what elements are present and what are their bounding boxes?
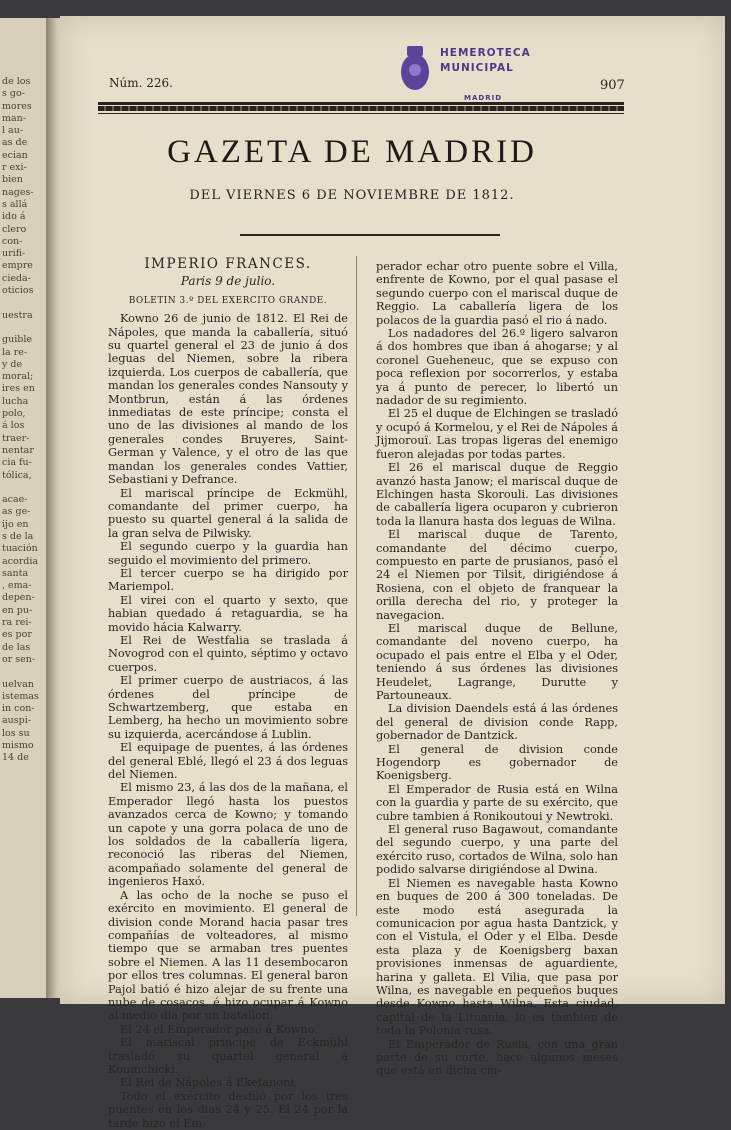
paragraph: El Emperador de Rusia está en Wilna con la guardia y parte de su exército, que cubre tambien á Ronikoutoui y Newtroki. xyxy=(376,782,618,823)
stamp-line-3: MADRID xyxy=(464,94,502,102)
facing-page xyxy=(0,18,52,998)
newspaper-page xyxy=(60,16,725,1130)
issue-date: DEL VIERNES 6 DE NOVIEMBRE DE 1812. xyxy=(189,188,515,203)
stamp-line-2: MUNICIPAL xyxy=(440,62,514,74)
paragraph: El 25 el duque de Elchingen se trasladó y ocupó á Kormelou, y el Rei de Nápoles á Jijmorouï. Las tropas ligeras del enemigo fueron alejadas por todas partes. xyxy=(376,407,618,461)
paragraph: El virei con el quarto y sexto, que habian quedado á retaguardia, se ha movido hácia Kalwarry. xyxy=(108,593,348,634)
newspaper-title: GAZETA DE MADRID xyxy=(167,134,537,170)
paragraph: Los nadadores del 26.º ligero salvaron á dos hombres que iban á ahogarse; y al coronel Gueheneuc, que se expuso con poca reflexion por socorrerlos, y estaba ya á punto de perecer, lo libertó un nadador de su regimiento. xyxy=(376,327,618,408)
paragraph: El segundo cuerpo y la guardia han seguido el movimiento del primero. xyxy=(108,540,348,567)
paragraph: La division Daendels está á las órdenes del general de division conde Rapp, gobernador de Dantzick. xyxy=(376,702,618,743)
paragraph: El equipage de puentes, á las órdenes del general Eblé, llegó el 23 á dos leguas del Niemen. xyxy=(108,741,348,782)
bulletin-heading: BOLETIN 3.º DEL EXERCITO GRANDE. xyxy=(128,295,328,306)
library-seal-icon xyxy=(397,42,433,94)
header-thin-rule xyxy=(98,113,624,114)
column-right-text xyxy=(376,260,618,1078)
issue-number: Núm. 226. xyxy=(109,76,173,90)
column-left-text xyxy=(108,312,348,1130)
paragraph: El Rei de Westfalia se traslada á Novogrod con el quinto, séptimo y octavo cuerpos. xyxy=(108,633,348,674)
paragraph: El mariscal príncipe de Eckmühl trasladó su quartel general á Koumchicki. xyxy=(108,1036,348,1076)
paragraph: perador echar otro puente sobre el Villa, enfrente de Kowno, por el qual pasase el segundo cuerpo con el mariscal duque de Reggio. La caballería ligera de los polacos de la guardia pasó el rio á nado. xyxy=(376,260,618,327)
paragraph: El Niemen es navegable hasta Kowno en buques de 200 á 300 toneladas. De este modo está asegurada la comunicacion por agua hasta Dantzick, y con el Vistula, el Oder y el Elba. Desde esta plaza y de Koenigsberg baxan provisiones inmensas de aguardiente, harina y galleta. El Vilia, que pasa por Wilna, es navegable en pequeños buques desde Kowno hasta Wilna. Esta ciudad, capital de la Lituania, lo es tambien de toda la Polonia rusa. xyxy=(376,876,618,1038)
paragraph: El Emperador de Rusia, con una gran parte de su corte, hace algunos meses que está en dicha ciu- xyxy=(376,1037,618,1078)
paragraph: El Rei de Nápoles á Eketanoni. xyxy=(120,1076,298,1090)
paragraph: El 26 el mariscal duque de Reggio avanzó hasta Janow; el mariscal duque de Elchingen hasta Skorouli. Las divisiones de caballería ligera ocuparon y cubrieron toda la llanura hasta dos leguas de Wilna. xyxy=(376,461,618,528)
date-rule xyxy=(240,234,500,236)
paragraph: A las ocho de la noche se puso el exército en movimiento. El general de division conde Morand hacia pasar tres compañías de volteadores, al mismo tiempo que se armaban tres puentes sobre el Niemen. A las 11 desembocaron por ellos tres columnas. El general baron Pajol batió é hizo alejar de su frente una nube de cosacos, é hizo ocupar á Kowno al medio dia por un batallon. xyxy=(108,888,348,1023)
paragraph: Todo el exército desfiló por los tres puentes en los dias 24 y 25. El 24 por la tarde hizo el Em- xyxy=(108,1089,348,1130)
column-divider xyxy=(356,256,357,916)
paragraph: El mismo 23, á las dos de la mañana, el Emperador llegó hasta los puestos avanzados cerca de Kowno; y tomando un capote y una gorra polaca de uno de los soldados de la caballería ligera, reconoció las riberas del Niemen, acompañado solamente del general de ingenieros Haxó. xyxy=(108,781,348,889)
header-ornament-rule xyxy=(98,106,624,111)
paragraph: El mariscal príncipe de Eckmühl, comandante del primer cuerpo, ha puesto su quartel general á la salida de la gran selva de Pilwisky. xyxy=(108,486,348,540)
paragraph: El mariscal duque de Bellune, comandante del noveno cuerpo, ha ocupado el pais entre el Elba y el Oder, teniendo á sus órdenes las divisiones Heudelet, Lagrange, Durutte y Partouneaux. xyxy=(376,621,618,702)
paragraph: El 24 el Emperador pasó á Kowno. xyxy=(120,1022,318,1036)
paragraph: El tercer cuerpo se ha dirigido por Mariempol. xyxy=(108,566,348,594)
column-left xyxy=(108,258,348,1130)
header-rule xyxy=(98,102,624,105)
paragraph: Kowno 26 de junio de 1812. El Rei de Nápoles, que manda la caballería, situó su quartel general el 23 de junio á dos leguas del Niemen, sobre la ribera izquierda. Los cuerpos de caballería, que mandan los generales condes Nansouty y Montbrun, están á las órdenes inmediatas de este príncipe; consta el uno de las divisiones al mando de los generales condes Bruyeres, Saint-German y Valence, y el otro de las que mandan los generales condes Vattier, Sebastiani y Defrance. xyxy=(108,312,348,487)
dateline: Paris 9 de julio. xyxy=(180,274,276,289)
paragraph: El general de division conde Hogendorp es gobernador de Koenigsberg. xyxy=(376,742,618,783)
page-number: 907 xyxy=(600,78,625,93)
library-stamp xyxy=(440,46,531,76)
facing-page-text: de los s go- mores man- l au- as de ecian r exi- bien nages- s allá ido á clero con- urifi- empre cieda- oticios uestra guible la re- y de moral; ires en lucha polo, á los traer- nentar cia fu- tólica, acae- as ge- ijo en s de la tuación acordia santa , ema- depen- en pu- ra rei- es por de las or sen- uelvan istemas in con- auspi- los su mismo 14 de xyxy=(2,76,39,764)
column-right xyxy=(376,260,618,1078)
paragraph: El mariscal duque de Tarento, comandante del décimo cuerpo, compuesto en parte de prusianos, pasó el 24 el Niemen por Tilsit, dirigiéndose á Rosiena, con el objeto de franquear la orilla derecha del rio, y proteger la navegacion. xyxy=(376,528,618,622)
section-heading: IMPERIO FRANCES. xyxy=(144,256,312,272)
stamp-line-1: HEMEROTECA xyxy=(440,47,531,59)
paragraph: El primer cuerpo de austriacos, á las órdenes del príncipe de Schwartzemberg, que estaba en Lemberg, ha hecho un movimiento sobre su izquierda, acercándose á Lublin. xyxy=(108,674,348,741)
paragraph: El general ruso Bagawout, comandante del segundo cuerpo, y una parte del exército ruso, cortados de Wilna, solo han podido salvarse dirigiéndose al Dwina. xyxy=(376,823,618,877)
